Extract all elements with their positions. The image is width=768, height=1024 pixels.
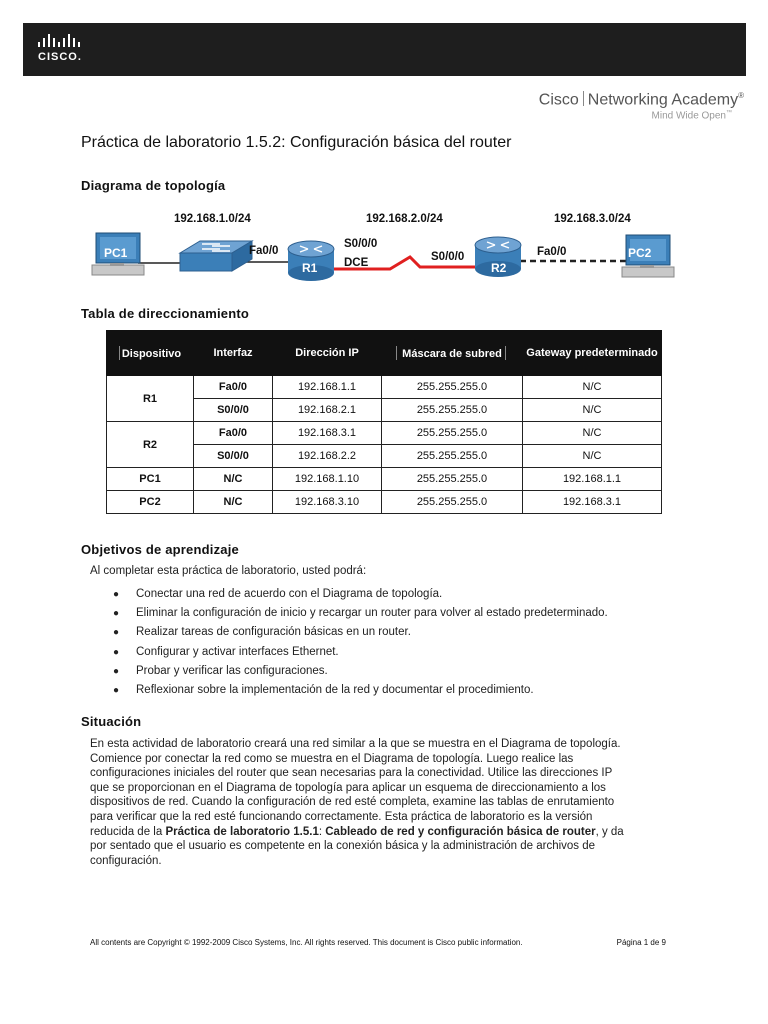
header-divider: [119, 346, 120, 360]
academy-tagline: Mind Wide Open: [651, 110, 726, 122]
network-3-label: 192.168.3.0/24: [554, 213, 631, 225]
lab-reference: Práctica de laboratorio 1.5.1: [165, 825, 319, 838]
table-row: [107, 491, 662, 514]
bullet-icon: ●: [113, 627, 120, 639]
pc2-label: PC2: [628, 246, 652, 260]
top-banner: [23, 23, 746, 76]
lab-reference-title: Cableado de red y configuración básica de router: [325, 825, 596, 838]
table-row: [107, 468, 662, 491]
cell-device: PC2: [107, 491, 194, 514]
cell-gateway: N/C: [523, 445, 662, 468]
brand-divider: [583, 91, 584, 106]
cell-gateway: N/C: [523, 376, 662, 399]
cell-device: R1: [107, 376, 194, 422]
bullet-icon: ●: [113, 665, 120, 677]
cell-gateway: N/C: [523, 422, 662, 445]
list-item: [110, 681, 608, 700]
situation-line: para verificar que la red esté funcionando correctamente. Esta práctica de laboratorio es la versión: [90, 810, 593, 823]
situation-text: , y da: [595, 825, 624, 838]
cell-interface: S0/0/0: [194, 399, 273, 422]
col-ip: Dirección IP: [273, 331, 382, 376]
footer-copyright: All contents are Copyright © 1992-2009 Cisco Systems, Inc. All rights reserved. This document is Cisco public information.: [90, 938, 523, 947]
bullet-icon: ●: [113, 684, 120, 696]
situation-paragraph: [90, 737, 680, 868]
situation-line: Comience por conectar la red como se muestra en el Diagrama de topología. Luego realice las: [90, 752, 574, 765]
academy-brand: [539, 91, 744, 122]
bullet-icon: ●: [113, 608, 120, 620]
bullet-icon: ●: [113, 589, 120, 600]
header-divider: [505, 346, 506, 360]
header-divider: [396, 346, 397, 360]
registered-mark: ®: [738, 91, 744, 100]
page-title: Práctica de laboratorio 1.5.2: Configuración básica del router: [81, 134, 512, 151]
topology-diagram: [90, 205, 680, 297]
cell-ip: 192.168.3.1: [273, 422, 382, 445]
situation-line: por sentado que el usuario es competente en la conexión básica y la administración de archivos de: [90, 840, 596, 853]
bullet-icon: ●: [113, 646, 120, 658]
situation-text: reducida de la: [90, 825, 166, 838]
objective-text: Realizar tareas de configuración básicas en un router.: [136, 626, 411, 639]
cell-gateway: 192.168.3.1: [523, 491, 662, 514]
situation-line: [90, 825, 680, 840]
table-header-row: [107, 331, 662, 376]
network-2-label: 192.168.2.0/24: [366, 213, 443, 225]
cell-ip: 192.168.3.10: [273, 491, 382, 514]
cell-interface: N/C: [194, 468, 273, 491]
col-mask-label: Máscara de subred: [402, 348, 502, 360]
cell-ip: 192.168.1.1: [273, 376, 382, 399]
objectives-list: [110, 585, 608, 700]
objective-text: Probar y verificar las configuraciones.: [136, 664, 328, 677]
cell-device: R2: [107, 422, 194, 468]
r1-dce-label: DCE: [344, 257, 369, 269]
academy-brand-name: Networking Academy: [587, 91, 739, 109]
objective-text: Conectar una red de acuerdo con el Diagrama de topología.: [136, 588, 443, 600]
r2-serial-label: S0/0/0: [431, 251, 465, 263]
table-row: [107, 376, 662, 399]
page-number: Página 1 de 9: [616, 938, 666, 947]
r2-label: R2: [491, 261, 507, 275]
col-mask: [382, 331, 523, 376]
cell-mask: 255.255.255.0: [382, 445, 523, 468]
addressing-table: [106, 330, 662, 514]
cell-gateway: 192.168.1.1: [523, 468, 662, 491]
list-item: [110, 643, 608, 662]
list-item: [110, 662, 608, 681]
cell-ip: 192.168.1.10: [273, 468, 382, 491]
situation-heading: Situación: [81, 714, 142, 729]
cisco-bars-icon: [37, 34, 87, 50]
situation-text: :: [318, 825, 326, 838]
cell-interface: S0/0/0: [194, 445, 273, 468]
objective-text: Reflexionar sobre la implementación de la red y documentar el procedimiento.: [136, 683, 534, 696]
objectives-heading: Objetivos de aprendizaje: [81, 542, 239, 557]
objective-text: Eliminar la configuración de inicio y recargar un router para volver al estado predeterminado.: [136, 607, 608, 620]
objectives-intro: Al completar esta práctica de laboratorio, usted podrá:: [90, 565, 367, 577]
situation-line: que se proporcionan en el Diagrama de topología para aplicar un esquema de direccionamiento a los: [90, 781, 606, 794]
col-device-label: Dispositivo: [121, 348, 182, 360]
academy-brand-cisco: Cisco: [538, 91, 579, 109]
list-item: [110, 623, 608, 642]
r1-serial-label: S0/0/0: [344, 238, 378, 250]
r2-fa-label: Fa0/0: [537, 246, 567, 258]
r1-fa-label: Fa0/0: [249, 245, 279, 257]
cell-mask: 255.255.255.0: [382, 491, 523, 514]
col-gateway: Gateway predeterminado: [523, 331, 662, 376]
addressing-heading: Tabla de direccionamiento: [81, 306, 250, 321]
col-interface: Interfaz: [194, 331, 273, 376]
cell-interface: Fa0/0: [194, 376, 273, 399]
situation-line: configuración.: [90, 854, 162, 867]
situation-line: configuraciones iniciales del router que sean necesarias para la conectividad. Utilice las direcciones IP: [90, 767, 613, 780]
cisco-wordmark: CISCO.: [38, 51, 82, 63]
cell-interface: N/C: [194, 491, 273, 514]
r1-label: R1: [302, 261, 318, 275]
cell-mask: 255.255.255.0: [382, 376, 523, 399]
objective-text: Configurar y activar interfaces Ethernet.: [136, 645, 339, 658]
cell-mask: 255.255.255.0: [382, 468, 523, 491]
trademark-mark: ™: [726, 110, 732, 117]
list-item: [110, 585, 608, 604]
list-item: [110, 604, 608, 623]
situation-line: dispositivos de red. Cuando la configuración de red esté completa, examine las tablas de enrutamiento: [90, 796, 615, 809]
cell-device: PC1: [107, 468, 194, 491]
cell-ip: 192.168.2.2: [273, 445, 382, 468]
col-device: [107, 331, 194, 376]
table-row: [107, 422, 662, 445]
cisco-logo: [37, 34, 97, 66]
cell-interface: Fa0/0: [194, 422, 273, 445]
topology-heading: Diagrama de topología: [81, 178, 226, 193]
pc1-label: PC1: [104, 246, 128, 260]
cell-mask: 255.255.255.0: [382, 422, 523, 445]
situation-line: En esta actividad de laboratorio creará una red similar a la que se muestra en el Diagrama de topología.: [90, 738, 621, 750]
cell-gateway: N/C: [523, 399, 662, 422]
cell-mask: 255.255.255.0: [382, 399, 523, 422]
cell-ip: 192.168.2.1: [273, 399, 382, 422]
network-1-label: 192.168.1.0/24: [174, 213, 251, 225]
switch-icon: [180, 241, 252, 271]
